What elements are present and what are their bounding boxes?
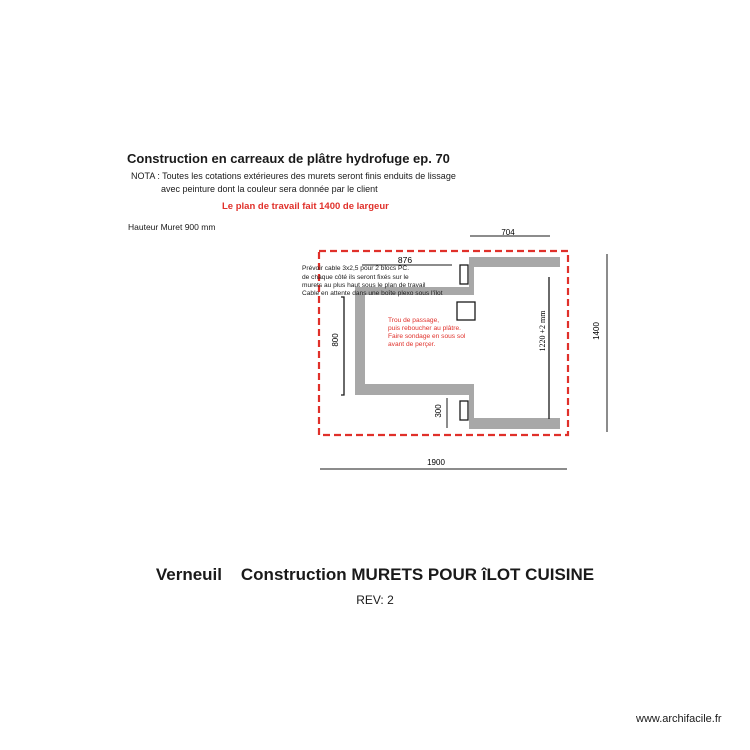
cable-note-line: de chaque côté ils seront fixés sur le	[302, 274, 409, 281]
passage-hole	[457, 302, 475, 320]
socket-block-top	[460, 265, 468, 284]
dim-right-label: 1400	[592, 322, 601, 340]
worktop-note: Le plan de travail fait 1400 de largeur	[222, 201, 389, 212]
nota-line-1: NOTA : Toutes les cotations extérieures des murets seront finis enduits de lissage	[131, 171, 456, 181]
dim-inner-right-label: 1220 +2 mm	[538, 310, 547, 352]
project-title: Verneuil Construction MURETS POUR îLOT CUISINE	[155, 565, 595, 584]
dim-left-label: 800	[331, 333, 340, 347]
wall-height-note: Hauteur Muret 900 mm	[128, 222, 216, 232]
hole-note-line: avant de perçer.	[388, 341, 436, 348]
cable-note	[302, 265, 443, 297]
dim-line-left	[341, 297, 344, 395]
dim-inner-top-label: 876	[397, 255, 413, 265]
hole-note	[388, 317, 466, 348]
dim-top-label: 704	[501, 228, 515, 237]
cable-note-line: Cable en attente dans une boîte plexo sous l'îlot	[302, 290, 443, 297]
cable-note-line: murets au plus haut sous le plan de travail	[302, 282, 426, 289]
drawing-title: Construction en carreaux de plâtre hydrofuge ep. 70	[127, 151, 450, 166]
cable-note-line: Prévoir cable 3x2,5 pour 2 blocs PC.	[302, 265, 410, 272]
dim-bottom-label: 1900	[427, 458, 445, 467]
socket-block-bottom	[460, 401, 468, 420]
hole-note-line: puis reboucher au plâtre.	[388, 325, 461, 332]
nota-line-2: avec peinture dont la couleur sera donnée par le client	[161, 184, 378, 194]
dim-bottom-left-label: 300	[434, 404, 443, 418]
hole-note-line: Trou de passage,	[388, 317, 440, 324]
archifacile-credit: www.archifacile.fr	[636, 713, 722, 725]
revision-label: REV: 2	[356, 593, 394, 607]
hole-note-line: Faire sondage en sous sol	[388, 333, 466, 340]
